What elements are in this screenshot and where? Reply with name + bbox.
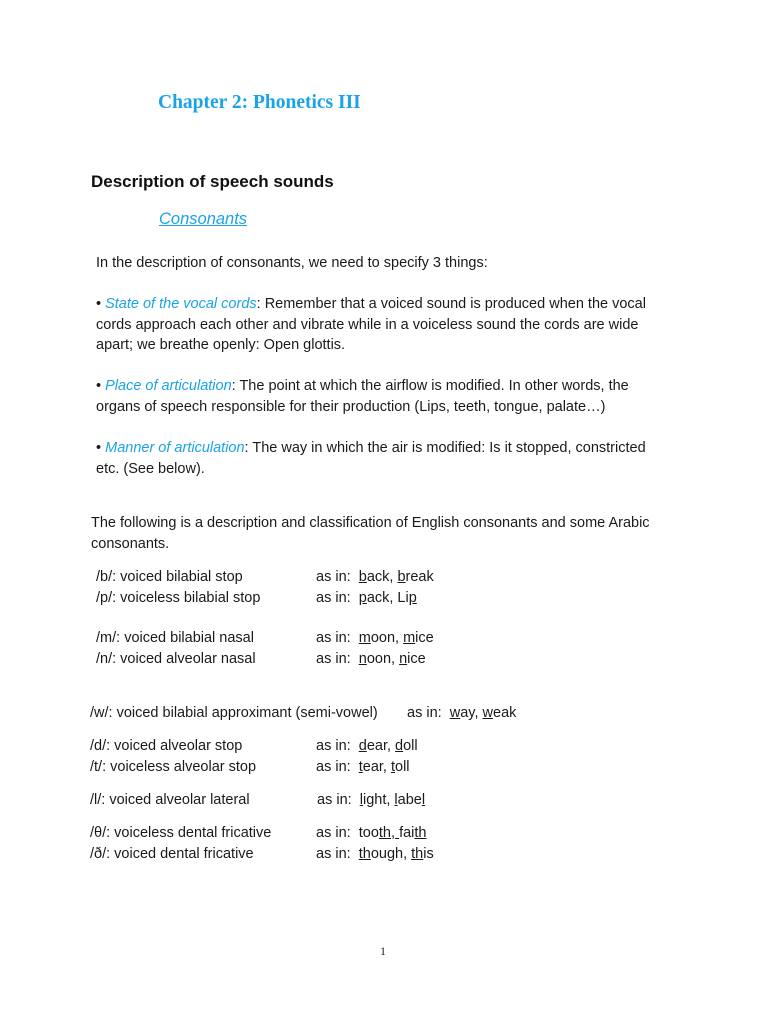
consonant-label: /l/: voiced alveolar lateral [90,792,250,808]
consonant-example: as in: light, label [317,792,426,808]
following-line: consonants. [91,535,170,552]
consonant-example: as in: noon, nice [316,651,426,667]
consonant-label: /m/: voiced bilabial nasal [96,630,254,646]
following-line: The following is a description and classification of English consonants and some Arabic [91,515,650,531]
bullet-text: : The point at which the airflow is modified. In other words, the [231,378,629,394]
consonant-label: /θ/: voiceless dental fricative [90,825,272,841]
term-place: Place of articulation [105,378,232,394]
consonant-example: as in: pack, Lip [316,590,417,606]
chapter-title: Chapter 2: Phonetics III [158,92,361,113]
bullet-text: : Remember that a voiced sound is produced when the vocal [256,296,646,312]
following-paragraph [91,513,650,554]
consonant-example: as in: tooth, faith [316,825,427,841]
consonant-label: /ð/: voiced dental fricative [90,846,254,862]
bullet-text: : The way in which the air is modified: Is it stopped, constricted [244,440,646,456]
bullet-place [96,376,629,417]
sub-heading: Consonants [159,210,248,228]
intro-paragraph: In the description of consonants, we need to specify 3 things: [96,255,488,271]
bullet-marker: • [96,378,102,394]
consonant-label: /b/: voiced bilabial stop [96,569,243,585]
consonant-label: /d/: voiced alveolar stop [90,738,243,754]
consonant-label: /w/: voiced bilabial approximant (semi-vowel) [90,705,378,721]
bullet-text: cords approach each other and vibrate while in a voiceless sound the cords are wide [96,316,639,333]
term-manner: Manner of articulation [105,440,245,456]
consonant-label: /n/: voiced alveolar nasal [96,651,256,667]
bullet-marker: • [96,440,102,456]
bullet-vocal-cords [96,294,646,356]
bullet-text: apart; we breathe openly: Open glottis. [96,337,346,353]
bullet-manner [96,438,646,479]
consonant-example: as in: dear, doll [316,738,418,754]
term-vocal-cords: State of the vocal cords [105,296,257,312]
bullet-text: organs of speech responsible for their production (Lips, teeth, tongue, palate…) [96,398,606,415]
consonant-example: as in: tear, toll [316,759,410,775]
bullet-text: etc. (See below). [96,460,205,477]
consonant-label: /t/: voiceless alveolar stop [90,759,257,775]
consonant-example: as in: though, this [316,846,434,862]
page-number: 1 [380,944,386,958]
consonant-example: as in: moon, mice [316,630,434,646]
bullet-marker: • [96,296,102,312]
section-heading: Description of speech sounds [91,172,334,191]
consonant-example: as in: back, break [316,569,434,585]
consonant-label: /p/: voiceless bilabial stop [96,590,261,606]
consonant-example: as in: way, weak [407,705,517,721]
